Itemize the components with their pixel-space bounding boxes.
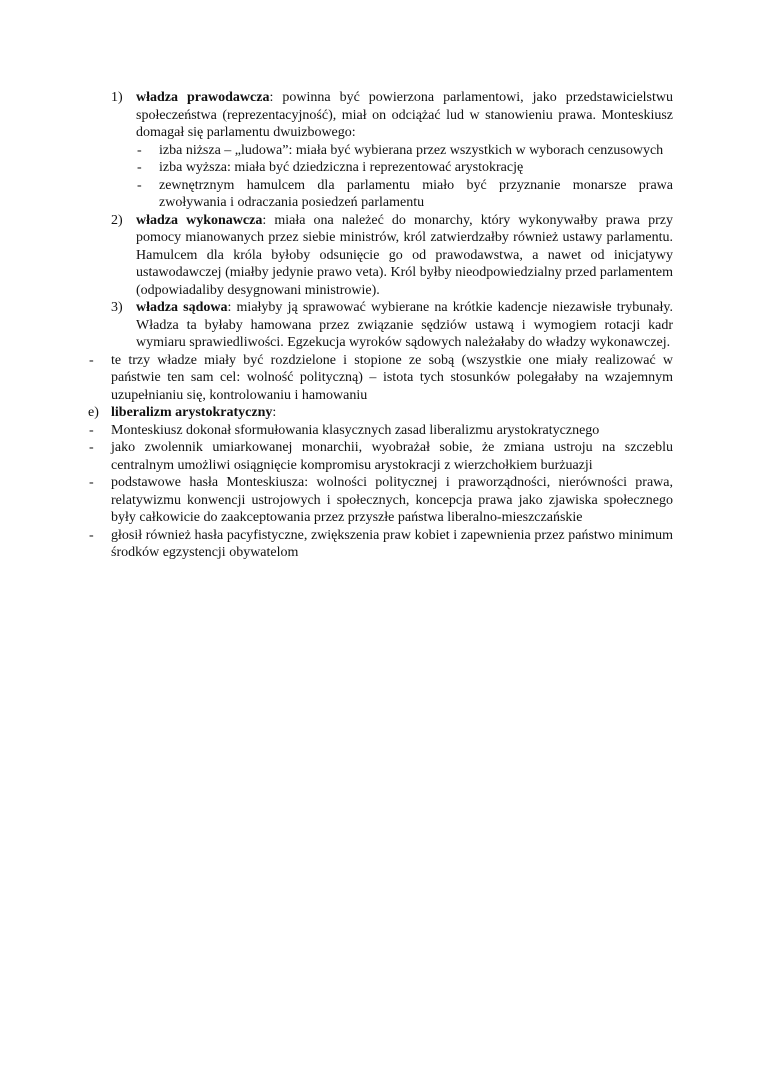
item-term: władza wykonawcza	[136, 212, 263, 228]
dash-bullet: -	[137, 142, 142, 158]
item-term: władza prawodawcza	[136, 90, 270, 105]
sub-item-text: zewnętrznym hamulcem dla parlamentu miało być przyznanie monarsze prawa zwoływania i odraczania posiedzeń parlamentu	[159, 177, 673, 210]
dash-bullet: -	[89, 352, 94, 368]
item-number: 1)	[111, 90, 123, 105]
document-content	[88, 89, 673, 562]
sub-list-item	[136, 142, 673, 160]
dash-list-item	[88, 527, 673, 562]
dash-bullet: -	[137, 160, 142, 175]
dash-item-text: jako zwolennik umiarkowanej monarchii, wyobrażał sobie, że zmiana ustroju na szczeblu centralnym umożliwi osiągnięcie kompromisu arystokracji z wierzchołkiem burżuazji	[111, 440, 673, 473]
sub-list-item	[136, 177, 673, 212]
dash-item-text: te trzy władze miały być rozdzielone i stopione ze sobą (wszystkie one miały realizować w państwie ten sam cel: wolność polityczną) – istota tych stosunków polegałaby na wzajemnym uzupełnianiu się, kontrolowaniu i hamowaniu	[111, 352, 673, 403]
dash-bullet: -	[89, 527, 94, 543]
item-text: : miała ona należeć do monarchy, który wykonywałby prawa przy pomocy mianowanych przez siebie ministrów, król zatwierdzałby również ustawy parlamentu. Hamulcem dla króla byłoby odsunięcie go od prawodawstwa, a nawet od inicjatywy ustawodawczej (miałby jedynie prawo veta). Król byłby nieodpowiedzialny przed parlamentem (odpowiadaliby desygnowani ministrowie).	[136, 212, 673, 298]
sub-list-item	[136, 159, 673, 177]
dash-list-item	[88, 422, 673, 440]
sub-item-text: izba niższa – „ludowa”: miała być wybierana przez wszystkich w wyborach cenzusowych	[159, 142, 664, 158]
numbered-item-1	[88, 89, 673, 212]
dash-item-text: podstawowe hasła Monteskiusza: wolności politycznej i praworządności, nierówności prawa, relatywizmu konwencji ustrojowych i społecznych, koncepcja prawa jako zjawiska społecznego były całkowicie do zaakceptowania przez przyszłe państwa liberalno-mieszczańskie	[111, 475, 673, 525]
sub-list	[136, 142, 673, 212]
dash-list-item	[88, 474, 673, 527]
item-text: : miałyby ją sprawować wybierane na krótkie kadencje niezawisłe trybunały. Władza ta byłaby hamowana przez związanie sędziów ustawą i wymogiem rotacji kadr wymiaru sprawiedliwości. Egzekucja wyroków sądowych należałaby do władzy wykonawczej.	[136, 300, 673, 350]
numbered-item-2	[88, 212, 673, 300]
dash-bullet: -	[89, 440, 94, 455]
dash-item-text: Monteskiusz dokonał sformułowania klasycznych zasad liberalizmu arystokratycznego	[111, 422, 600, 438]
dash-bullet: -	[89, 422, 94, 438]
sub-item-text: izba wyższa: miała być dziedziczna i reprezentować arystokrację	[159, 160, 524, 175]
dash-list-item	[88, 352, 673, 405]
item-term: władza sądowa	[136, 300, 228, 315]
dash-item-text: głosił również hasła pacyfistyczne, zwiększenia praw kobiet i zapewnienia przez państwo minimum środków egzystencji obywatelom	[111, 527, 673, 560]
section-letter: e)	[88, 405, 99, 420]
dash-list-item	[88, 439, 673, 474]
section-title-colon: :	[272, 405, 277, 420]
item-text: : powinna być powierzona parlamentowi, jako przedstawicielstwu społeczeństwa (reprezentacyjność), miał on odciążać lud w stanowieniu prawa. Monteskiusz domagał się parlamentu dwuizbowego:	[136, 90, 674, 140]
dash-bullet: -	[137, 177, 142, 193]
dash-bullet: -	[89, 475, 94, 490]
section-title: liberalizm arystokratyczny	[111, 405, 273, 420]
numbered-item-3	[88, 299, 673, 352]
item-number: 3)	[111, 300, 123, 315]
section-heading-e	[88, 404, 673, 422]
item-number: 2)	[111, 212, 123, 228]
